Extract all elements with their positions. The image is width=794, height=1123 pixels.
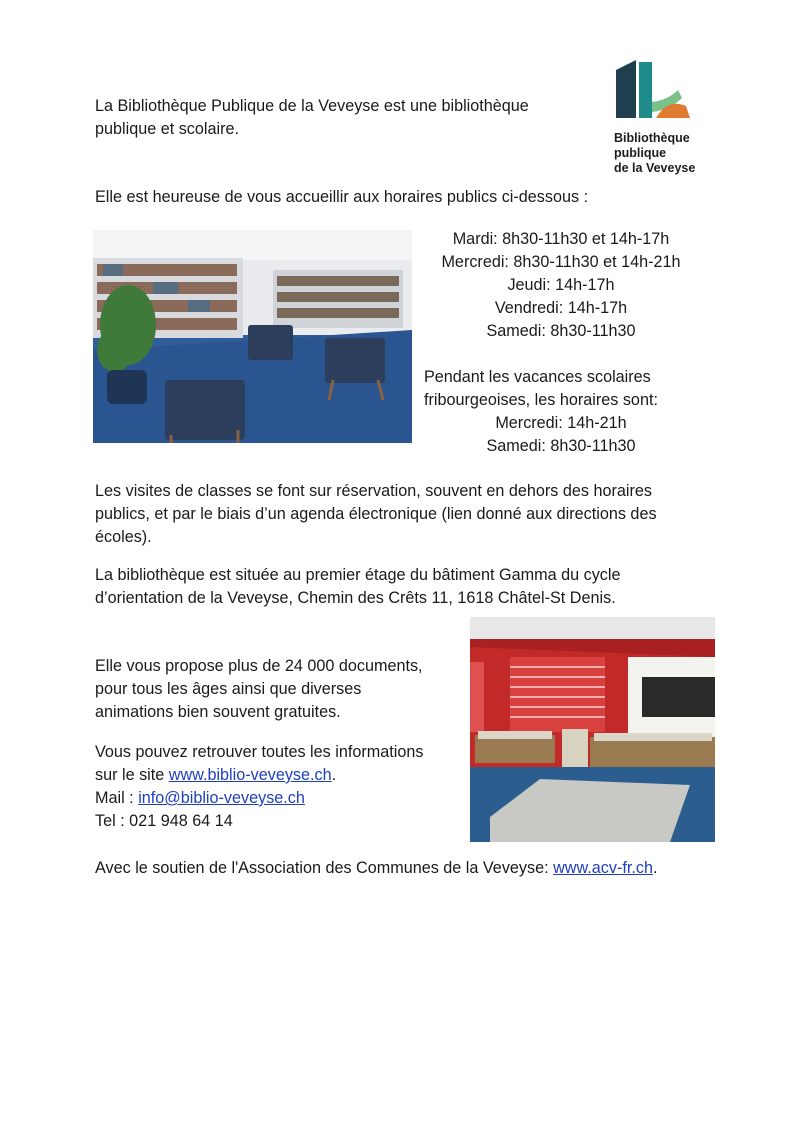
logo-line: de la Veveyse (614, 161, 696, 175)
reading-room-photo (93, 230, 412, 443)
contact-line: Vous pouvez retrouver toutes les informations (95, 743, 424, 761)
hours-line: Mercredi: 8h30-11h30 et 14h-21h (441, 253, 681, 271)
visits-line: publics, et par le biais d’un agenda électronique (lien donné aux directions des (95, 505, 657, 523)
site-prefix: sur le site (95, 766, 169, 784)
acv-link[interactable]: www.acv-fr.ch (553, 859, 653, 877)
intro-line: publique et scolaire. (95, 120, 239, 138)
holiday-line: Pendant les vacances scolaires (424, 368, 651, 386)
offer-text (95, 655, 465, 724)
hours-line: Mardi: 8h30-11h30 et 14h-17h (452, 230, 670, 248)
logo-mark (612, 60, 702, 122)
contact-mail-line (95, 787, 465, 810)
phone-line: Tel : 021 948 64 14 (95, 812, 233, 830)
support-suffix: . (652, 859, 658, 877)
offer-line: animations bien souvent gratuites. (95, 703, 341, 721)
location-line: d’orientation de la Veveyse, Chemin des Crêts 11, 1618 Châtel-St Denis. (95, 589, 616, 607)
hours-line: Mercredi: 14h-21h (495, 414, 627, 432)
site-suffix: . (331, 766, 337, 784)
holiday-hours-list (412, 412, 710, 458)
offer-line: pour tous les âges ainsi que diverses (95, 680, 362, 698)
hours-line: Vendredi: 14h-17h (494, 299, 628, 317)
logo-line: publique (614, 146, 667, 160)
hours-line: Samedi: 8h30-11h30 (486, 437, 636, 455)
contact-block (95, 741, 465, 833)
library-logo (612, 60, 722, 175)
location-line: La bibliothèque est située au premier étage du bâtiment Gamma du cycle (95, 566, 621, 584)
opening-hours (412, 228, 710, 343)
intro-text (95, 95, 595, 141)
intro-line: La Bibliothèque Publique de la Veveyse est une bibliothèque (95, 97, 529, 115)
logo-line: Bibliothèque (614, 131, 690, 145)
support-line (95, 857, 735, 880)
visits-line: Les visites de classes se font sur réservation, souvent en dehors des horaires (95, 482, 652, 500)
mail-prefix: Mail : (95, 789, 139, 807)
contact-site-line (95, 764, 465, 787)
hours-line: Jeudi: 14h-17h (507, 276, 615, 294)
support-prefix: Avec le soutien de l'Association des Communes de la Veveyse: (95, 859, 554, 877)
offer-line: Elle vous propose plus de 24 000 documents, (95, 657, 423, 675)
welcome-text: Elle est heureuse de vous accueillir aux horaires publics ci-dessous : (95, 188, 589, 206)
location-text (95, 564, 735, 610)
email-link[interactable]: info@biblio-veveyse.ch (138, 789, 305, 807)
holiday-hours (424, 366, 714, 412)
hours-line: Samedi: 8h30-11h30 (486, 322, 636, 340)
children-room-photo (470, 617, 715, 842)
holiday-line: fribourgeoises, les horaires sont: (424, 391, 658, 409)
class-visits-text (95, 480, 735, 549)
visits-line: écoles). (95, 528, 152, 546)
website-link[interactable]: www.biblio-veveyse.ch (168, 766, 332, 784)
